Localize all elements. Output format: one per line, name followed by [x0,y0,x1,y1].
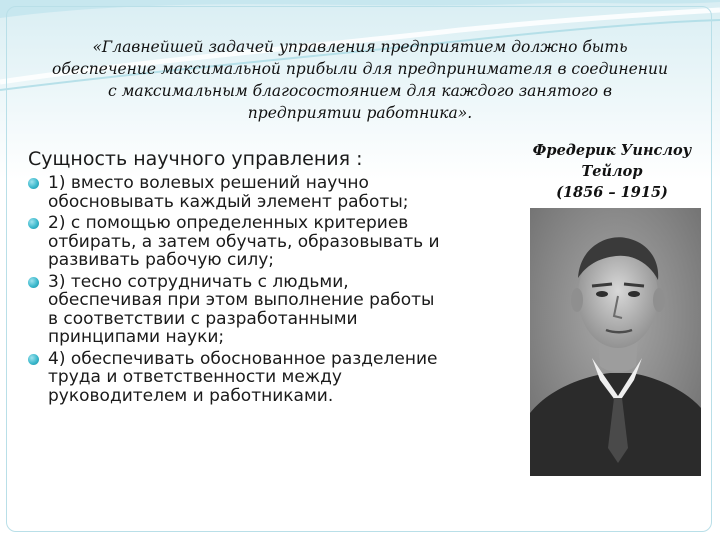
section-heading: Сущность научного управления : [28,148,363,170]
quote-line: предприятии работника». [247,104,473,122]
list-item-line: 1) вместо волевых решений научно [48,173,369,193]
portrait-illustration [530,208,701,476]
portrait-caption [522,140,702,203]
list-item-line: обеспечивая при этом выполнение работы [48,290,435,310]
list-item [28,214,498,270]
bullet-icon [28,277,39,288]
list-item-line: руководителем и работниками. [48,385,334,406]
quote-line: с максимальным благосостоянием для каждого занятого в [107,82,613,100]
portrait-photo [530,208,701,476]
principles-list [28,174,498,405]
principles-content [28,148,498,408]
quote-line: «Главнейшей задачей управления предприятием должно быть [92,38,628,56]
caption-years: (1856 – 1915) [556,184,668,201]
list-item-line: 4) обеспечивать обоснованное разделение [48,348,438,369]
list-item-line: развивать рабочую силу; [48,250,275,270]
quote [26,36,694,124]
bullet-icon [28,178,39,189]
list-item-line: труда и ответственности между [48,367,342,387]
list-item [28,350,498,406]
caption-name: Фредерик Уинслоу [532,142,692,159]
bullet-icon [28,218,39,229]
caption-surname: Тейлор [581,163,643,180]
bullet-icon [28,354,39,365]
list-item-line: обосновывать каждый элемент работы; [48,191,409,212]
list-item [28,174,498,211]
list-item-line: отбирать, а затем обучать, образовывать и [48,231,440,252]
quote-line: обеспечение максимальной прибыли для предпринимателя в соединении [52,60,668,78]
list-item-line: в соответствии с разработанными [48,308,358,329]
list-item-line: 2) с помощью определенных критериев [48,213,409,233]
list-item-line: принципами науки; [48,327,225,347]
list-item [28,273,498,347]
list-item-line: 3) тесно сотрудничать с людьми, [48,271,349,292]
